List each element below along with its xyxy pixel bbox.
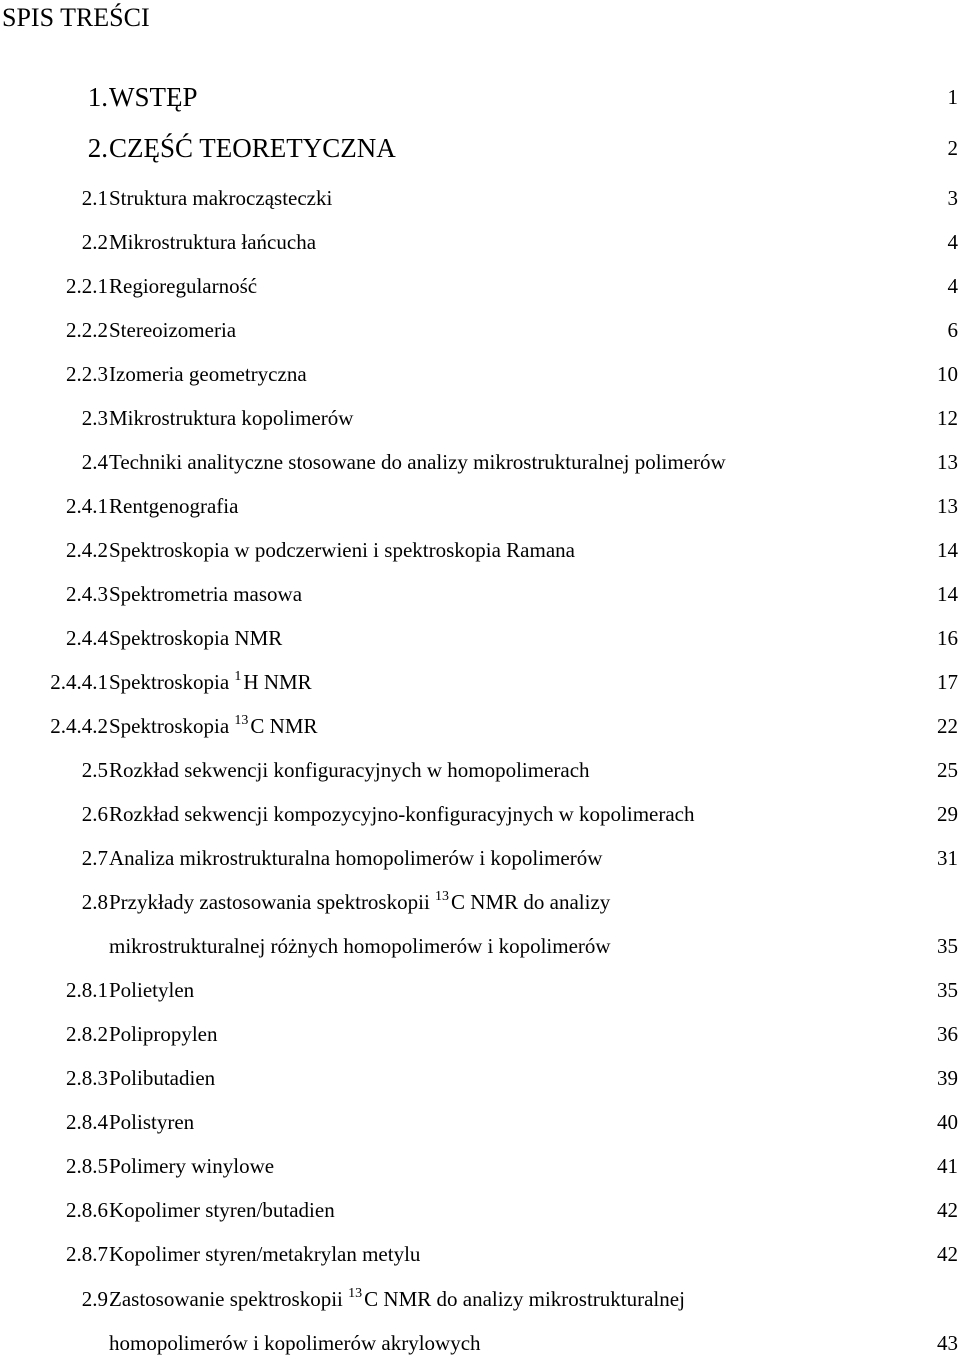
toc-entry: [0, 226, 960, 258]
toc-entry-number: 2.7: [81, 846, 108, 870]
toc-entry-page: 31: [937, 846, 958, 870]
toc-entry: [0, 710, 960, 742]
toc-entry: [0, 886, 960, 918]
toc-entry: [0, 1150, 960, 1182]
toc-entry-page: 35: [937, 978, 958, 1002]
toc-entry: [0, 81, 960, 113]
toc-entry-page: 39: [937, 1066, 958, 1090]
toc-entry-title: Rozkład sekwencji konfiguracyjnych w homopolimerach: [109, 758, 590, 782]
toc-entry-title: Przykłady zastosowania spektroskopii $^{13}$C NMR do analizy: [109, 889, 611, 914]
toc-entry: [0, 666, 960, 698]
toc-entry: [0, 1238, 960, 1270]
toc-entry-number: 2.2.2: [66, 318, 108, 342]
toc-entry-title: Spektroskopia $^{13}$C NMR: [109, 713, 318, 738]
toc-entry-title: Izomeria geometryczna: [109, 362, 307, 386]
toc-entry-page: 4: [947, 274, 958, 298]
toc-entry-title: mikrostrukturalnej różnych homopolimerów i kopolimerów: [109, 934, 611, 958]
superscript: 13: [348, 1286, 363, 1301]
toc-entry: [0, 1106, 960, 1138]
toc-entry-number: 2.4.4: [66, 626, 108, 650]
toc-entry-title: CZĘŚĆ TEORETYCZNA: [109, 133, 396, 163]
toc-entry-page: 16: [937, 626, 958, 650]
toc-entry: [0, 446, 960, 478]
toc-entry-title: Mikrostruktura łańcucha: [109, 230, 317, 254]
toc-entry: [0, 974, 960, 1006]
toc-entry-number: 2.3: [81, 406, 108, 430]
toc-entry-number: 2.8.7: [66, 1242, 108, 1266]
toc-entry-number: 2.4.1: [66, 494, 108, 518]
toc-entry-number: 2.2: [81, 230, 108, 254]
toc-entry-number: 2.1: [81, 186, 108, 210]
toc-entry-number: 2.8.5: [66, 1154, 108, 1178]
toc-entry-page: 12: [937, 406, 958, 430]
toc-entry-title: Rentgenografia: [109, 494, 239, 518]
toc-entry-number: 2.4: [81, 450, 108, 474]
toc-entry-title: Polietylen: [109, 978, 195, 1002]
toc-entry-title: Polibutadien: [109, 1066, 216, 1090]
toc-entry-page: 14: [937, 582, 958, 606]
toc-entry-title: Zastosowanie spektroskopii $^{13}$C NMR do analizy mikrostrukturalnej: [109, 1286, 685, 1311]
toc-entry-title: Polimery winylowe: [109, 1154, 275, 1178]
toc-entry-number: 2.2.1: [66, 274, 108, 298]
toc-entry-title: Polipropylen: [109, 1022, 218, 1046]
toc-entry-title: Spektroskopia $^1$H NMR: [109, 669, 312, 694]
toc-entry-title: Regioregularność: [109, 274, 258, 298]
toc-entry-page: 25: [937, 758, 958, 782]
toc-entry-page: 35: [937, 934, 958, 958]
toc-entry: [0, 402, 960, 434]
toc-entry: [0, 182, 960, 214]
toc-entry-page: 42: [937, 1242, 958, 1266]
toc-entry: [0, 1062, 960, 1094]
superscript: 1: [234, 669, 242, 684]
toc-entry-title: Analiza mikrostrukturalna homopolimerów i kopolimerów: [109, 846, 603, 870]
toc-entry: [0, 842, 960, 874]
toc-entry-title: Polistyren: [109, 1110, 195, 1134]
toc-entry-title: Struktura makrocząsteczki: [109, 186, 333, 210]
toc-entry-title: WSTĘP: [109, 82, 198, 112]
toc-entry-number: 2.2.3: [66, 362, 108, 386]
toc-entry: [0, 270, 960, 302]
toc-entry-page: 13: [937, 450, 958, 474]
toc-entry-title: Spektroskopia NMR: [109, 626, 283, 650]
toc-entry: [0, 132, 960, 164]
toc-entry: [0, 622, 960, 654]
toc-entry-title: homopolimerów i kopolimerów akrylowych: [109, 1331, 481, 1355]
page-title: SPIS TREŚCI: [2, 3, 150, 32]
toc-entry-page: 1: [947, 85, 958, 109]
toc-entry-number: 2.8.2: [66, 1022, 108, 1046]
toc-entry-title: Spektrometria masowa: [109, 582, 303, 606]
toc-entry-page: 2: [947, 136, 958, 160]
toc-entry: [0, 314, 960, 346]
superscript: 13: [234, 713, 249, 728]
toc-entry: [0, 1327, 960, 1359]
toc-entry-page: 4: [947, 230, 958, 254]
toc-entry-title: Rozkład sekwencji kompozycyjno-konfiguracyjnych w kopolimerach: [109, 802, 695, 826]
toc-entry-title: Stereoizomeria: [109, 318, 237, 342]
toc-entry-title: Techniki analityczne stosowane do analizy mikrostrukturalnej polimerów: [109, 450, 726, 474]
toc-entry-number: 2.4.4.2: [50, 714, 108, 738]
toc-entry-number: 2.8.6: [66, 1198, 108, 1222]
toc-entry: [0, 1018, 960, 1050]
toc-entry-number: 2.8.3: [66, 1066, 108, 1090]
toc-entry-page: 6: [947, 318, 958, 342]
toc-entry: [0, 798, 960, 830]
toc-entry-number: 2.5: [81, 758, 108, 782]
toc-entry-title: Spektroskopia w podczerwieni i spektroskopia Ramana: [109, 538, 575, 562]
toc-entry-number: 2.: [87, 133, 108, 163]
toc-entry-number: 2.4.2: [66, 538, 108, 562]
toc-entry: [0, 754, 960, 786]
toc-entry-number: 2.8: [81, 890, 108, 914]
toc-entry-number: 1.: [87, 82, 108, 112]
toc-entry: [0, 358, 960, 390]
toc-entry-title: Kopolimer styren/butadien: [109, 1198, 335, 1222]
toc-entry: [0, 930, 960, 962]
toc-entry-page: 22: [937, 714, 958, 738]
toc-entry-page: 10: [937, 362, 958, 386]
toc-entry-number: 2.9: [81, 1287, 108, 1311]
toc-entry: [0, 490, 960, 522]
toc-entry: [0, 534, 960, 566]
toc-entry-page: 13: [937, 494, 958, 518]
toc-entry: [0, 1194, 960, 1226]
toc-entry-page: 43: [937, 1331, 958, 1355]
toc-entry-number: 2.8.4: [66, 1110, 108, 1134]
toc-entry-title: Kopolimer styren/metakrylan metylu: [109, 1242, 421, 1266]
toc-entry-number: 2.4.4.1: [50, 670, 108, 694]
toc-entry-number: 2.4.3: [66, 582, 108, 606]
toc-entry-page: 40: [937, 1110, 958, 1134]
toc-entry: [0, 578, 960, 610]
toc-entry-page: 3: [947, 186, 958, 210]
toc-entry-page: 42: [937, 1198, 958, 1222]
toc-entry-page: 17: [937, 670, 958, 694]
superscript: 13: [435, 889, 450, 904]
toc-entry-number: 2.6: [81, 802, 108, 826]
toc-entry-page: 29: [937, 802, 958, 826]
toc-entry-page: 41: [937, 1154, 958, 1178]
toc-entry-number: 2.8.1: [66, 978, 108, 1002]
toc-entry-page: 14: [937, 538, 958, 562]
toc-entry-title: Mikrostruktura kopolimerów: [109, 406, 354, 430]
toc-entry-page: 36: [937, 1022, 958, 1046]
toc-entry: [0, 1283, 960, 1315]
